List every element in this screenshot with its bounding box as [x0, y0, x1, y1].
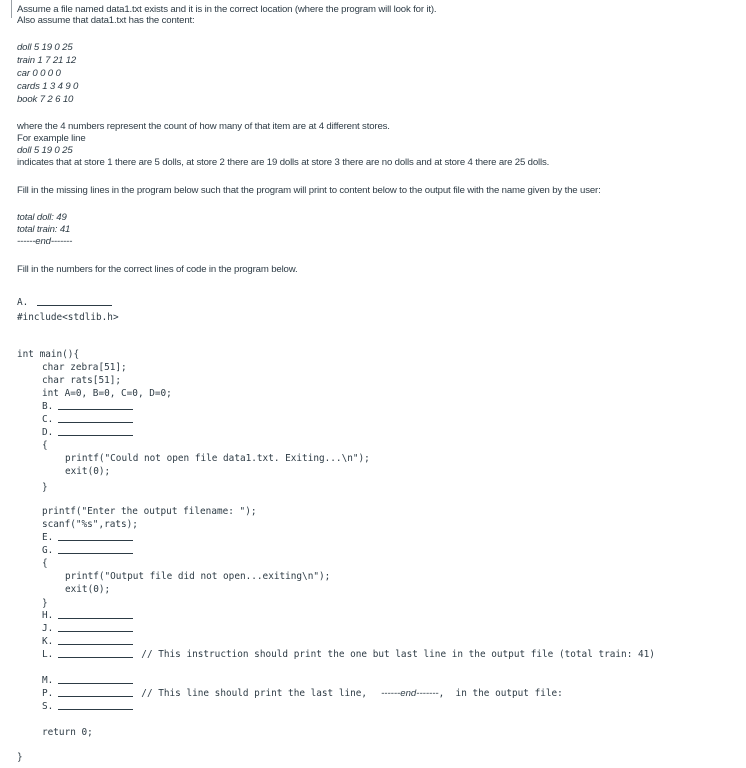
blank-H[interactable] — [58, 618, 133, 619]
label-P: P. — [42, 688, 54, 699]
code-line-H — [42, 610, 133, 623]
code-line-G — [42, 545, 133, 558]
label-J: J. — [42, 623, 54, 634]
code-line-C — [42, 414, 133, 427]
label-G: G. — [42, 545, 54, 556]
code-line-A — [17, 297, 112, 310]
comment-P-end-marker: ------end------- — [381, 688, 439, 699]
explanation-example: doll 5 19 0 25 — [17, 145, 73, 156]
code-brace-close-2: } — [42, 598, 48, 609]
code-line-L — [42, 649, 655, 662]
code-line-M — [42, 675, 133, 688]
code-brace-close-1: } — [42, 482, 48, 493]
intro-line-1: Assume a file named data1.txt exists and it is in the correct location (where the program will look for it). — [17, 4, 437, 15]
code-include: #include<stdlib.h> — [17, 312, 119, 323]
explanation-line-1: where the 4 numbers represent the count of how many of that item are at 4 different stores. — [17, 121, 390, 132]
code-line-B — [42, 401, 133, 414]
code-zebra: char zebra[51]; — [42, 362, 127, 373]
blank-G[interactable] — [58, 553, 133, 554]
label-A: A. — [17, 297, 29, 308]
file-line-1: doll 5 19 0 25 — [17, 42, 73, 53]
label-L: L. — [42, 649, 54, 660]
code-line-K — [42, 636, 133, 649]
file-line-2: train 1 7 21 12 — [17, 55, 77, 66]
blank-S[interactable] — [58, 709, 133, 710]
blank-E[interactable] — [58, 540, 133, 541]
output-line-1: total doll: 49 — [17, 212, 67, 223]
code-line-D — [42, 427, 133, 440]
code-printf-1: printf("Could not open file data1.txt. Exiting...\n"); — [65, 453, 370, 464]
left-border — [11, 0, 12, 18]
label-K: K. — [42, 636, 54, 647]
output-line-2: total train: 41 — [17, 224, 71, 235]
output-line-3: ------end------- — [17, 236, 73, 247]
blank-L[interactable] — [58, 657, 133, 658]
label-M: M. — [42, 675, 54, 686]
blank-M[interactable] — [58, 683, 133, 684]
code-brace-open-2: { — [42, 558, 48, 569]
label-B: B. — [42, 401, 54, 412]
explanation-line-3: indicates that at store 1 there are 5 dolls, at store 2 there are 19 dolls at store 3 there are no dolls and at store 4 there are 25 dolls. — [17, 157, 550, 168]
code-exit-1: exit(0); — [65, 466, 111, 477]
code-line-S — [42, 701, 133, 714]
code-ints: int A=0, B=0, C=0, D=0; — [42, 388, 172, 399]
label-S: S. — [42, 701, 54, 712]
blank-B[interactable] — [58, 409, 133, 410]
file-line-3: car 0 0 0 0 — [17, 68, 61, 79]
label-C: C. — [42, 414, 54, 425]
intro-line-2: Also assume that data1.txt has the content: — [17, 15, 195, 26]
blank-A[interactable] — [37, 305, 112, 306]
comment-P-tail: , in the output file: — [438, 688, 563, 699]
instruction-1: Fill in the missing lines in the program below such that the program will print to content below to the output file with the name given by the user: — [17, 185, 601, 196]
comment-L: // This instruction should print the one but last line in the output file (total train: 41) — [141, 649, 655, 660]
label-E: E. — [42, 532, 54, 543]
code-printf-3: printf("Output file did not open...exiting\n"); — [65, 571, 331, 582]
code-line-E — [42, 532, 133, 545]
code-return: return 0; — [42, 727, 93, 738]
code-exit-2: exit(0); — [65, 584, 111, 595]
code-rats: char rats[51]; — [42, 375, 122, 386]
file-line-4: cards 1 3 4 9 0 — [17, 81, 79, 92]
file-line-5: book 7 2 6 10 — [17, 94, 74, 105]
code-brace-open-1: { — [42, 440, 48, 451]
code-line-J — [42, 623, 133, 636]
code-scanf: scanf("%s",rats); — [42, 519, 138, 530]
instruction-2: Fill in the numbers for the correct lines of code in the program below. — [17, 264, 298, 275]
code-line-P — [42, 688, 563, 701]
explanation-line-2: For example line — [17, 133, 86, 144]
blank-J[interactable] — [58, 631, 133, 632]
code-main: int main(){ — [17, 349, 80, 360]
blank-P[interactable] — [58, 696, 133, 697]
code-printf-2: printf("Enter the output filename: "); — [42, 506, 257, 517]
blank-C[interactable] — [58, 422, 133, 423]
label-H: H. — [42, 610, 54, 621]
label-D: D. — [42, 427, 54, 438]
blank-D[interactable] — [58, 435, 133, 436]
comment-P: // This line should print the last line, — [141, 688, 368, 699]
code-brace-close-main: } — [17, 752, 23, 763]
blank-K[interactable] — [58, 644, 133, 645]
